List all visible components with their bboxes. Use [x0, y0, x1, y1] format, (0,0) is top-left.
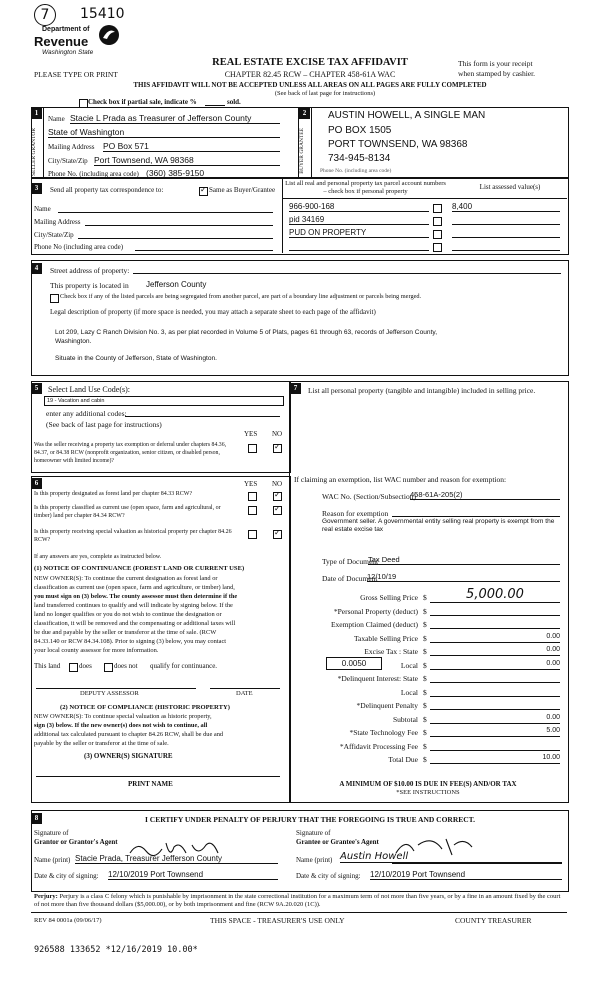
section-2-num: 2 [299, 108, 310, 119]
seller-name2-field[interactable]: State of Washington [48, 127, 280, 138]
s5-q1-yes[interactable] [248, 444, 257, 453]
land-use-label: Select Land Use Code(s): [48, 385, 130, 394]
parcel-2-checkbox[interactable] [433, 217, 442, 226]
notice1-e: land no longer qualifies or you do not wish to continue the designation or [34, 611, 222, 618]
s6-if-yes: If any answers are yes, complete as instructed below. [34, 554, 162, 560]
divider [282, 198, 567, 199]
dollar-sign: $ [423, 606, 427, 616]
s6-q2-no[interactable] [273, 506, 282, 515]
legal-line-1[interactable]: Lot 209, Lazy C Ranch Division No. 3, as per plat recorded in Volume 5 of Plats, pages 61 through 63, records of Jefferson County, [55, 329, 438, 336]
s6-q3-yes[interactable] [248, 530, 257, 539]
reason-text[interactable]: Government seller. A governmental entity selling real property is exempt from the real estate excise tax [322, 518, 555, 533]
notice2-b: sign (3) below. If the new owner(s) does not wish to continue, all [34, 722, 208, 729]
certify-text: I CERTIFY UNDER PENALTY OF PERJURY THAT THE FOREGOING IS TRUE AND CORRECT. [144, 815, 475, 824]
perjury-label: Perjury: [34, 893, 58, 900]
amount-row-label: Exemption Claimed (deduct) [330, 620, 418, 629]
cashier-stamp: 926588 133652 *12/16/2019 10.00* [34, 945, 198, 955]
sold-label: sold. [227, 98, 241, 106]
partial-sale-percent[interactable] [205, 105, 225, 106]
corr-mailing-label: Mailing Address [34, 218, 81, 226]
seller-mailing-field[interactable]: PO Box 571 [103, 141, 280, 152]
receipt-note-2: when stamped by cashier. [458, 69, 536, 78]
notice2-d: payable by the seller or transferor at the time of sale. [34, 740, 169, 747]
dollar-sign: $ [423, 687, 427, 697]
county-value[interactable]: Jefferson County [146, 280, 207, 289]
deputy-label: DEPUTY ASSESSOR [80, 690, 139, 697]
s6-no-header: NO [272, 480, 283, 488]
s6-q2-yes[interactable] [248, 506, 257, 515]
owner-sig-line[interactable] [36, 776, 280, 777]
amount-row-value[interactable]: 0.00 [430, 633, 560, 643]
doc-type-field[interactable]: Tax Deed [368, 555, 560, 565]
section-3-num: 3 [31, 183, 42, 194]
circled-number-annotation: 7 [34, 4, 56, 26]
grantee-sig-label-c: Grantee or Grantee's Agent [296, 838, 379, 846]
section-4-num: 4 [31, 263, 42, 274]
s5-q1-no[interactable] [273, 444, 282, 453]
doc-date-label: Date of Document [322, 574, 378, 583]
owner-sig-label: (3) OWNER(S) SIGNATURE [84, 752, 173, 760]
exemption-label: If claiming an exemption, list WAC number and reason for exemption: [294, 475, 507, 484]
divider [43, 107, 44, 177]
does-not-label: does not [114, 662, 138, 670]
grantor-name-label: Name (print) [34, 856, 71, 864]
amount-row-label: *Delinquent Penalty [356, 701, 418, 710]
s5-question: Was the seller receiving a property tax exemption or deferral under chapters 84.36, 84.37, or 84.38 RCW (nonprofit organization, senior citizen, or disabled person, homeowner with limited income)? [34, 442, 227, 464]
segregated-checkbox[interactable] [50, 294, 59, 303]
reason-line [392, 516, 560, 517]
wac-field[interactable]: 458-61A-205(2) [410, 490, 560, 500]
grantor-sig-label-a: Signature of [34, 829, 69, 837]
notice2-title: (2) NOTICE OF COMPLIANCE (HISTORIC PROPERTY) [60, 704, 230, 711]
seller-name-label: Name [48, 115, 65, 123]
parcel-3[interactable]: PUD ON PROPERTY [289, 228, 429, 238]
dollar-sign: $ [423, 674, 427, 683]
perjury-text: Perjury is a class C felony which is punishable by imprisonment in the state correctional institution for a maximum term of not more than five years, or by a fine in an amount fixed by the court of not more than five thousand dollars ($5,000.00), or by both imprisonment and fine (RCW 9A.20.020 (1C)). [34, 893, 561, 908]
legal-line-2[interactable]: Washington. [55, 338, 92, 345]
buyer-phone-field[interactable]: 734-945-8134 [328, 153, 391, 164]
amount-row-value[interactable]: 0.00 [430, 714, 560, 724]
print-name-label: PRINT NAME [128, 780, 173, 788]
grantor-name-field[interactable]: Stacie Prada, Treasurer Jefferson County [75, 854, 278, 864]
section-1-num: 1 [31, 108, 42, 119]
amount-row-value[interactable]: 10.00 [430, 754, 560, 764]
notice1-a: NEW OWNER(S): To continue the current designation as forest land or [34, 575, 218, 582]
amount-row-label: *Delinquent Interest: State [337, 674, 418, 683]
dollar-sign: $ [423, 741, 427, 751]
form-warning: THIS AFFIDAVIT WILL NOT BE ACCEPTED UNLESS ALL AREAS ON ALL PAGES ARE FULLY COMPLETED [133, 81, 487, 89]
dollar-sign: $ [423, 647, 427, 656]
assessed-2[interactable] [452, 215, 560, 225]
section-6-num: 6 [31, 478, 42, 489]
s6-q3: Is this property receiving special valuation as historical property per chapter 84.26 RCW? [34, 529, 232, 543]
dept-line2: Revenue [34, 34, 89, 49]
divider [31, 912, 567, 913]
reason-label: Reason for exemption [322, 509, 389, 518]
dollar-sign: $ [423, 714, 427, 724]
s6-q1: Is this property designated as forest land per chapter 84.33 RCW? [34, 491, 193, 497]
amount-row-label: Total Due [388, 755, 418, 764]
notice1-c: you must sign on (3) below. The county assessor must then determine if the [34, 593, 238, 600]
treasurer-space: THIS SPACE - TREASURER'S USE ONLY [210, 916, 345, 925]
buyer-city-field[interactable]: PORT TOWNSEND, WA 98368 [328, 139, 468, 150]
seller-mailing-label: Mailing Address [48, 143, 95, 151]
amount-row-value[interactable]: 5.00 [430, 727, 560, 737]
parcel-header: List all real and personal property tax parcel account numbers – check box if personal property [285, 180, 446, 195]
amount-row-label: Local [400, 660, 418, 670]
form-chapter: CHAPTER 82.45 RCW – CHAPTER 458-61A WAC [224, 70, 396, 79]
wac-label: WAC No. (Section/Subsection) [322, 492, 416, 501]
handwritten-number: 15410 [80, 6, 125, 22]
dollar-sign: $ [423, 660, 427, 670]
segregated-label: Check box if any of the listed parcels are being segregated from another parcel, are part of a boundary line adjustment or parcels being merged. [60, 293, 422, 300]
dollar-sign: $ [423, 755, 427, 764]
assessed-header: List assessed value(s) [479, 183, 541, 191]
buyer-side-label: BUYER GRANTEE [299, 128, 305, 174]
seller-phone-label: Phone No. (including area code) [48, 170, 139, 178]
notice1-d: land transferred continues to qualify and will indicate by signing below. If the [34, 602, 233, 609]
amount-row-label: Taxable Selling Price [353, 633, 418, 643]
parcel-4-checkbox[interactable] [433, 243, 442, 252]
amount-row-label: Local [400, 687, 418, 697]
amount-row-value[interactable] [430, 606, 560, 616]
s6-yes-header: YES [244, 480, 258, 488]
does-checkbox[interactable] [69, 663, 78, 672]
dor-logo [34, 26, 129, 64]
same-as-buyer-checkbox[interactable] [199, 187, 208, 196]
amount-row-label: *Affidavit Processing Fee [339, 741, 418, 751]
grantor-sig-label-b: Grantor or Grantor's Agent [34, 838, 118, 846]
parcel-1[interactable]: 966-900-168 [289, 202, 429, 212]
deputy-date-label: DATE [236, 690, 253, 697]
dept-line3: Washington State [42, 49, 94, 56]
grantee-date-label: Date & city of signing: [296, 872, 361, 880]
same-as-buyer-label: Same as Buyer/Grantee [209, 186, 276, 194]
assessed-4[interactable] [452, 241, 560, 251]
additional-codes-field[interactable] [125, 416, 280, 417]
parcel-2[interactable]: pid 34169 [289, 215, 429, 225]
assessed-3[interactable] [452, 228, 560, 238]
see-instructions: *SEE INSTRUCTIONS [396, 789, 460, 796]
grantee-date-field[interactable]: 12/10/2019 Port Townsend [370, 870, 562, 880]
notice2-a: NEW OWNER(S): To continue special valuation as historic property, [34, 713, 212, 720]
seller-name-field[interactable]: Stacie L Prada as Treasurer of Jefferson County [70, 113, 280, 124]
amount-row-label: *State Technology Fee [349, 728, 418, 737]
dept-line1: Department of [42, 26, 90, 33]
qualify-label: qualify for continuance. [150, 662, 218, 670]
grantee-sig-label-a: Signature of [296, 829, 331, 837]
amount-row-label: Excise Tax : State [364, 647, 418, 656]
county-treasurer: COUNTY TREASURER [455, 916, 532, 925]
minimum-note: A MINIMUM OF $10.00 IS DUE IN FEE(S) AND/OR TAX [339, 780, 517, 788]
located-label: This property is located in [50, 281, 129, 290]
section-8-num: 8 [31, 813, 42, 824]
s5-yes-header: YES [244, 430, 258, 438]
grantee-name-field[interactable]: Austin Howell [340, 851, 562, 863]
assessed-1[interactable]: 8,400 [452, 202, 560, 212]
see-back-note: (See back of last page for instructions) [274, 90, 376, 97]
rev-number: REV 84 0001a (09/06/17) [34, 917, 102, 924]
section-5-num: 5 [31, 383, 42, 394]
notice2-c: additional tax calculated pursuant to chapter 84.26 RCW, shall be due and [34, 731, 224, 738]
dollar-sign: $ [423, 593, 427, 602]
parcel-3-checkbox[interactable] [433, 230, 442, 239]
grantor-date-field[interactable]: 12/10/2019 Port Townsend [108, 870, 278, 880]
divider [311, 107, 312, 177]
partial-sale-label: Check box if partial sale, indicate % [88, 98, 197, 106]
perjury-note [34, 893, 564, 909]
amount-row-label: Subtotal [392, 714, 418, 724]
s6-q1-no[interactable] [273, 492, 282, 501]
grantee-name-label: Name (print) [296, 856, 333, 864]
deputy-date-line[interactable] [210, 688, 280, 689]
land-use-select[interactable]: 19 - Vacation and cabin [44, 396, 284, 406]
amount-row-value[interactable] [430, 700, 560, 710]
amount-row-value[interactable]: 0.00 [430, 660, 560, 670]
amount-row-value[interactable] [430, 687, 560, 697]
does-label: does [79, 662, 92, 670]
notice1-i: your local county assessor for more information. [34, 647, 159, 654]
s6-q2: Is this property classified as current use (open space, farm and agricultural, or timber) land per chapter 84.34 RCW? [34, 505, 221, 519]
amount-row-value[interactable] [430, 619, 560, 629]
amount-row-value[interactable] [430, 741, 560, 751]
corr-phone-field[interactable] [135, 250, 273, 251]
notice1-title: (1) NOTICE OF CONTINUANCE (FOREST LAND OR CURRENT USE) [34, 565, 245, 572]
dor-logo-icon [98, 24, 120, 46]
receipt-note-1: This form is your receipt [458, 59, 533, 68]
correspondence-label: Send all property tax correspondence to: [50, 186, 164, 194]
amount-row-label: Gross Selling Price [360, 593, 418, 602]
personal-prop-label: List all personal property (tangible and intangible) included in selling price. [308, 386, 536, 395]
street-label: Street address of property: [50, 266, 130, 275]
amount-row-value[interactable]: 5,000.00 [430, 587, 560, 603]
local-rate-field[interactable]: 0.0050 [326, 657, 382, 670]
parcel-4[interactable] [289, 241, 429, 251]
dollar-sign: $ [423, 728, 427, 737]
dollar-sign: $ [423, 633, 427, 643]
corr-phone-label: Phone No (including area code) [34, 243, 124, 251]
corr-name-field[interactable] [58, 212, 273, 213]
does-not-checkbox[interactable] [104, 663, 113, 672]
please-type: PLEASE TYPE OR PRINT [34, 70, 118, 79]
this-land-label: This land [34, 662, 61, 670]
s6-q3-no[interactable] [273, 530, 282, 539]
corr-mailing-field[interactable] [85, 225, 273, 226]
notice1-h: 84.33.140 or RCW 84.34.108). Prior to signing (3) below, you may contact [34, 638, 227, 645]
legal-line-3[interactable]: Situate in the County of Jefferson, State of Washington. [55, 355, 218, 362]
form-title: REAL ESTATE EXCISE TAX AFFIDAVIT [212, 57, 408, 68]
seller-phone-field[interactable]: (360) 385-9150 [146, 168, 280, 179]
section-7-num: 7 [290, 383, 301, 394]
seller-side-label: SELLER GRANTOR [31, 128, 37, 177]
buyer-name-field[interactable]: AUSTIN HOWELL, A SINGLE MAN [328, 110, 486, 121]
corr-name-label: Name [34, 205, 51, 213]
seller-city-label: City/State/Zip [48, 157, 88, 165]
amount-row-value[interactable] [430, 673, 560, 683]
buyer-mailing-field[interactable]: PO BOX 1505 [328, 125, 392, 136]
notice1-b: classification as current use (open space, farm and agriculture, or timber) land, [34, 584, 235, 591]
notice1-f: classification, it will be removed and the compensating or additional taxes will [34, 620, 236, 627]
additional-codes-label: enter any additional codes: [46, 409, 127, 418]
section5-see-back: (See back of last page for instructions) [46, 420, 162, 429]
legal-label: Legal description of property (if more space is needed, you may attach a separate sheet to each page of the affidavit) [50, 308, 376, 316]
amount-row-label: *Personal Property (deduct) [333, 606, 418, 616]
doc-type-label: Type of Document [322, 557, 379, 566]
buyer-phone-label: Phone No. (including area code) [320, 168, 392, 174]
notice1-g: be due and payable by the seller or transferor at the time of sale. (RCW [34, 629, 217, 636]
deputy-sig-line[interactable] [36, 688, 196, 689]
parcel-1-checkbox[interactable] [433, 204, 442, 213]
seller-city-field[interactable]: Port Townsend, WA 98368 [94, 155, 280, 166]
amount-row-value[interactable]: 0.00 [430, 646, 560, 656]
dollar-sign: $ [423, 620, 427, 629]
s5-no-header: NO [272, 430, 283, 438]
doc-date-field[interactable]: 12/10/19 [367, 572, 560, 582]
dollar-sign: $ [423, 701, 427, 710]
s6-q1-yes[interactable] [248, 492, 257, 501]
corr-city-field[interactable] [78, 238, 273, 239]
street-field[interactable] [133, 273, 561, 274]
grantor-date-label: Date & city of signing: [34, 872, 99, 880]
corr-city-label: City/State/Zip [34, 231, 74, 239]
